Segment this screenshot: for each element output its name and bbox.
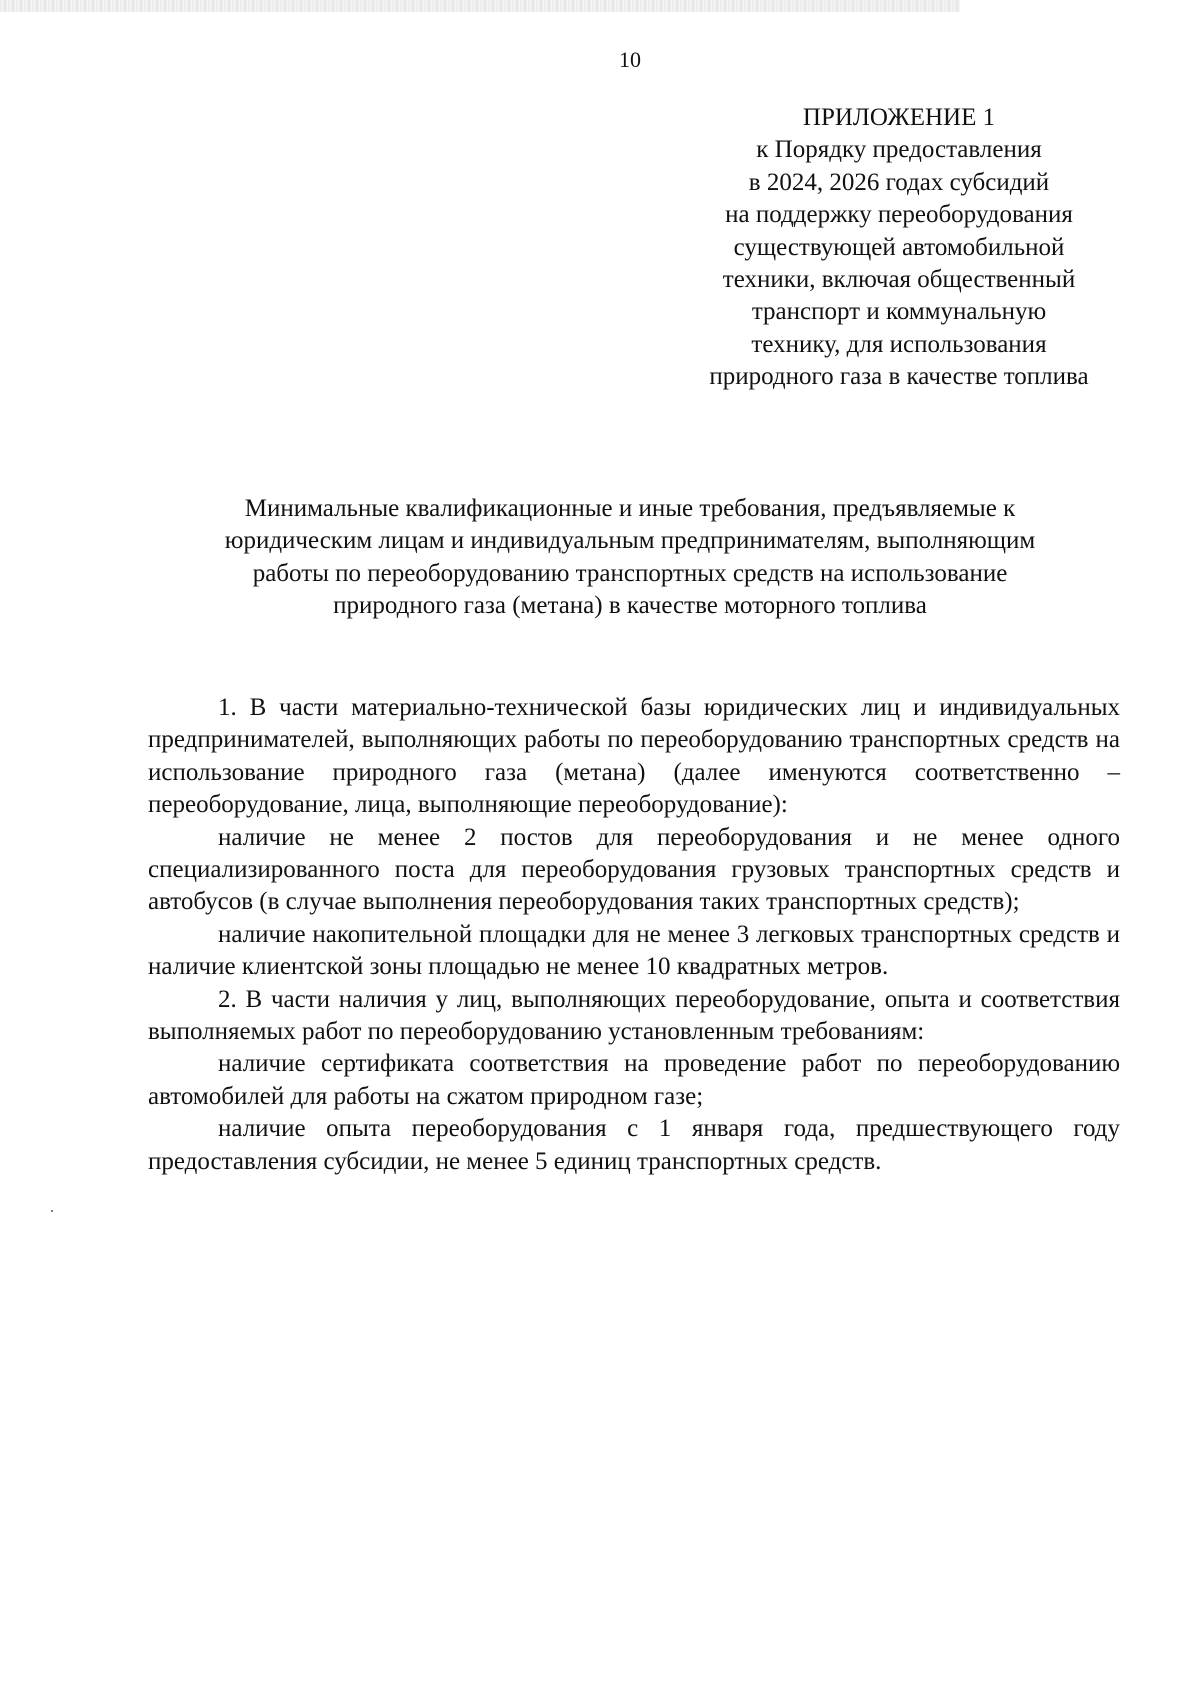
paragraph-certificate: наличие сертификата соответствия на проведение работ по переоборудованию автомобилей для работы на сжатом природном газе; <box>148 1050 1120 1110</box>
title-line: юридическим лицам и индивидуальным предпринимателям, выполняющим <box>224 527 1036 555</box>
scan-edge-artifact <box>0 0 960 12</box>
paragraph-section-1: 1. В части материально-технической базы юридических лиц и индивидуальных предпринимателей, выполняющих работы по переоборудованию транспортных средств на использование природного газа (метана) (далее именуются соответственно – переоборудование, лица, выполняющие переоборудование): <box>148 694 1120 819</box>
appendix-line: на поддержку переоборудования <box>725 201 1073 229</box>
appendix-line: природного газа в качестве топлива <box>709 363 1089 391</box>
title-line: Минимальные квалификационные и иные требования, предъявляемые к <box>244 495 1016 522</box>
appendix-line: технику, для использования <box>751 330 1047 358</box>
paragraph-posts: наличие не менее 2 постов для переоборудования и не менее одного специализированного поста для переоборудования грузовых транспортных средств и автобусов (в случае выполнения переоборудования таких транспортных средств); <box>148 823 1120 916</box>
document-body <box>148 692 1120 1178</box>
title-line: работы по переоборудованию транспортных средств на использование <box>252 559 1008 587</box>
appendix-header <box>664 102 1134 394</box>
page-number: 10 <box>619 47 641 72</box>
appendix-line: транспорт и коммунальную <box>751 298 1047 326</box>
title-line: природного газа (метана) в качестве моторного топлива <box>333 592 927 620</box>
document-title <box>140 493 1120 623</box>
paragraph-experience: наличие опыта переоборудования с 1 января года, предшествующего году предоставления субсидии, не менее 5 единиц транспортных средств. <box>148 1115 1120 1175</box>
scan-dust-mark <box>51 1210 53 1212</box>
appendix-line: к Порядку предоставления <box>756 136 1042 164</box>
appendix-line: существующей автомобильной <box>733 233 1065 261</box>
paragraph-section-2: 2. В части наличия у лиц, выполняющих переоборудование, опыта и соответствия выполняемых работ по переоборудованию установленным требованиям: <box>148 985 1120 1046</box>
appendix-line: техники, включая общественный <box>722 266 1076 294</box>
appendix-line: ПРИЛОЖЕНИЕ 1 <box>802 104 996 131</box>
appendix-line: в 2024, 2026 годах субсидий <box>748 168 1050 196</box>
paragraph-storage-area: наличие накопительной площадки для не менее 3 легковых транспортных средств и наличие клиентской зоны площадью не менее 10 квадратных метров. <box>148 920 1120 981</box>
